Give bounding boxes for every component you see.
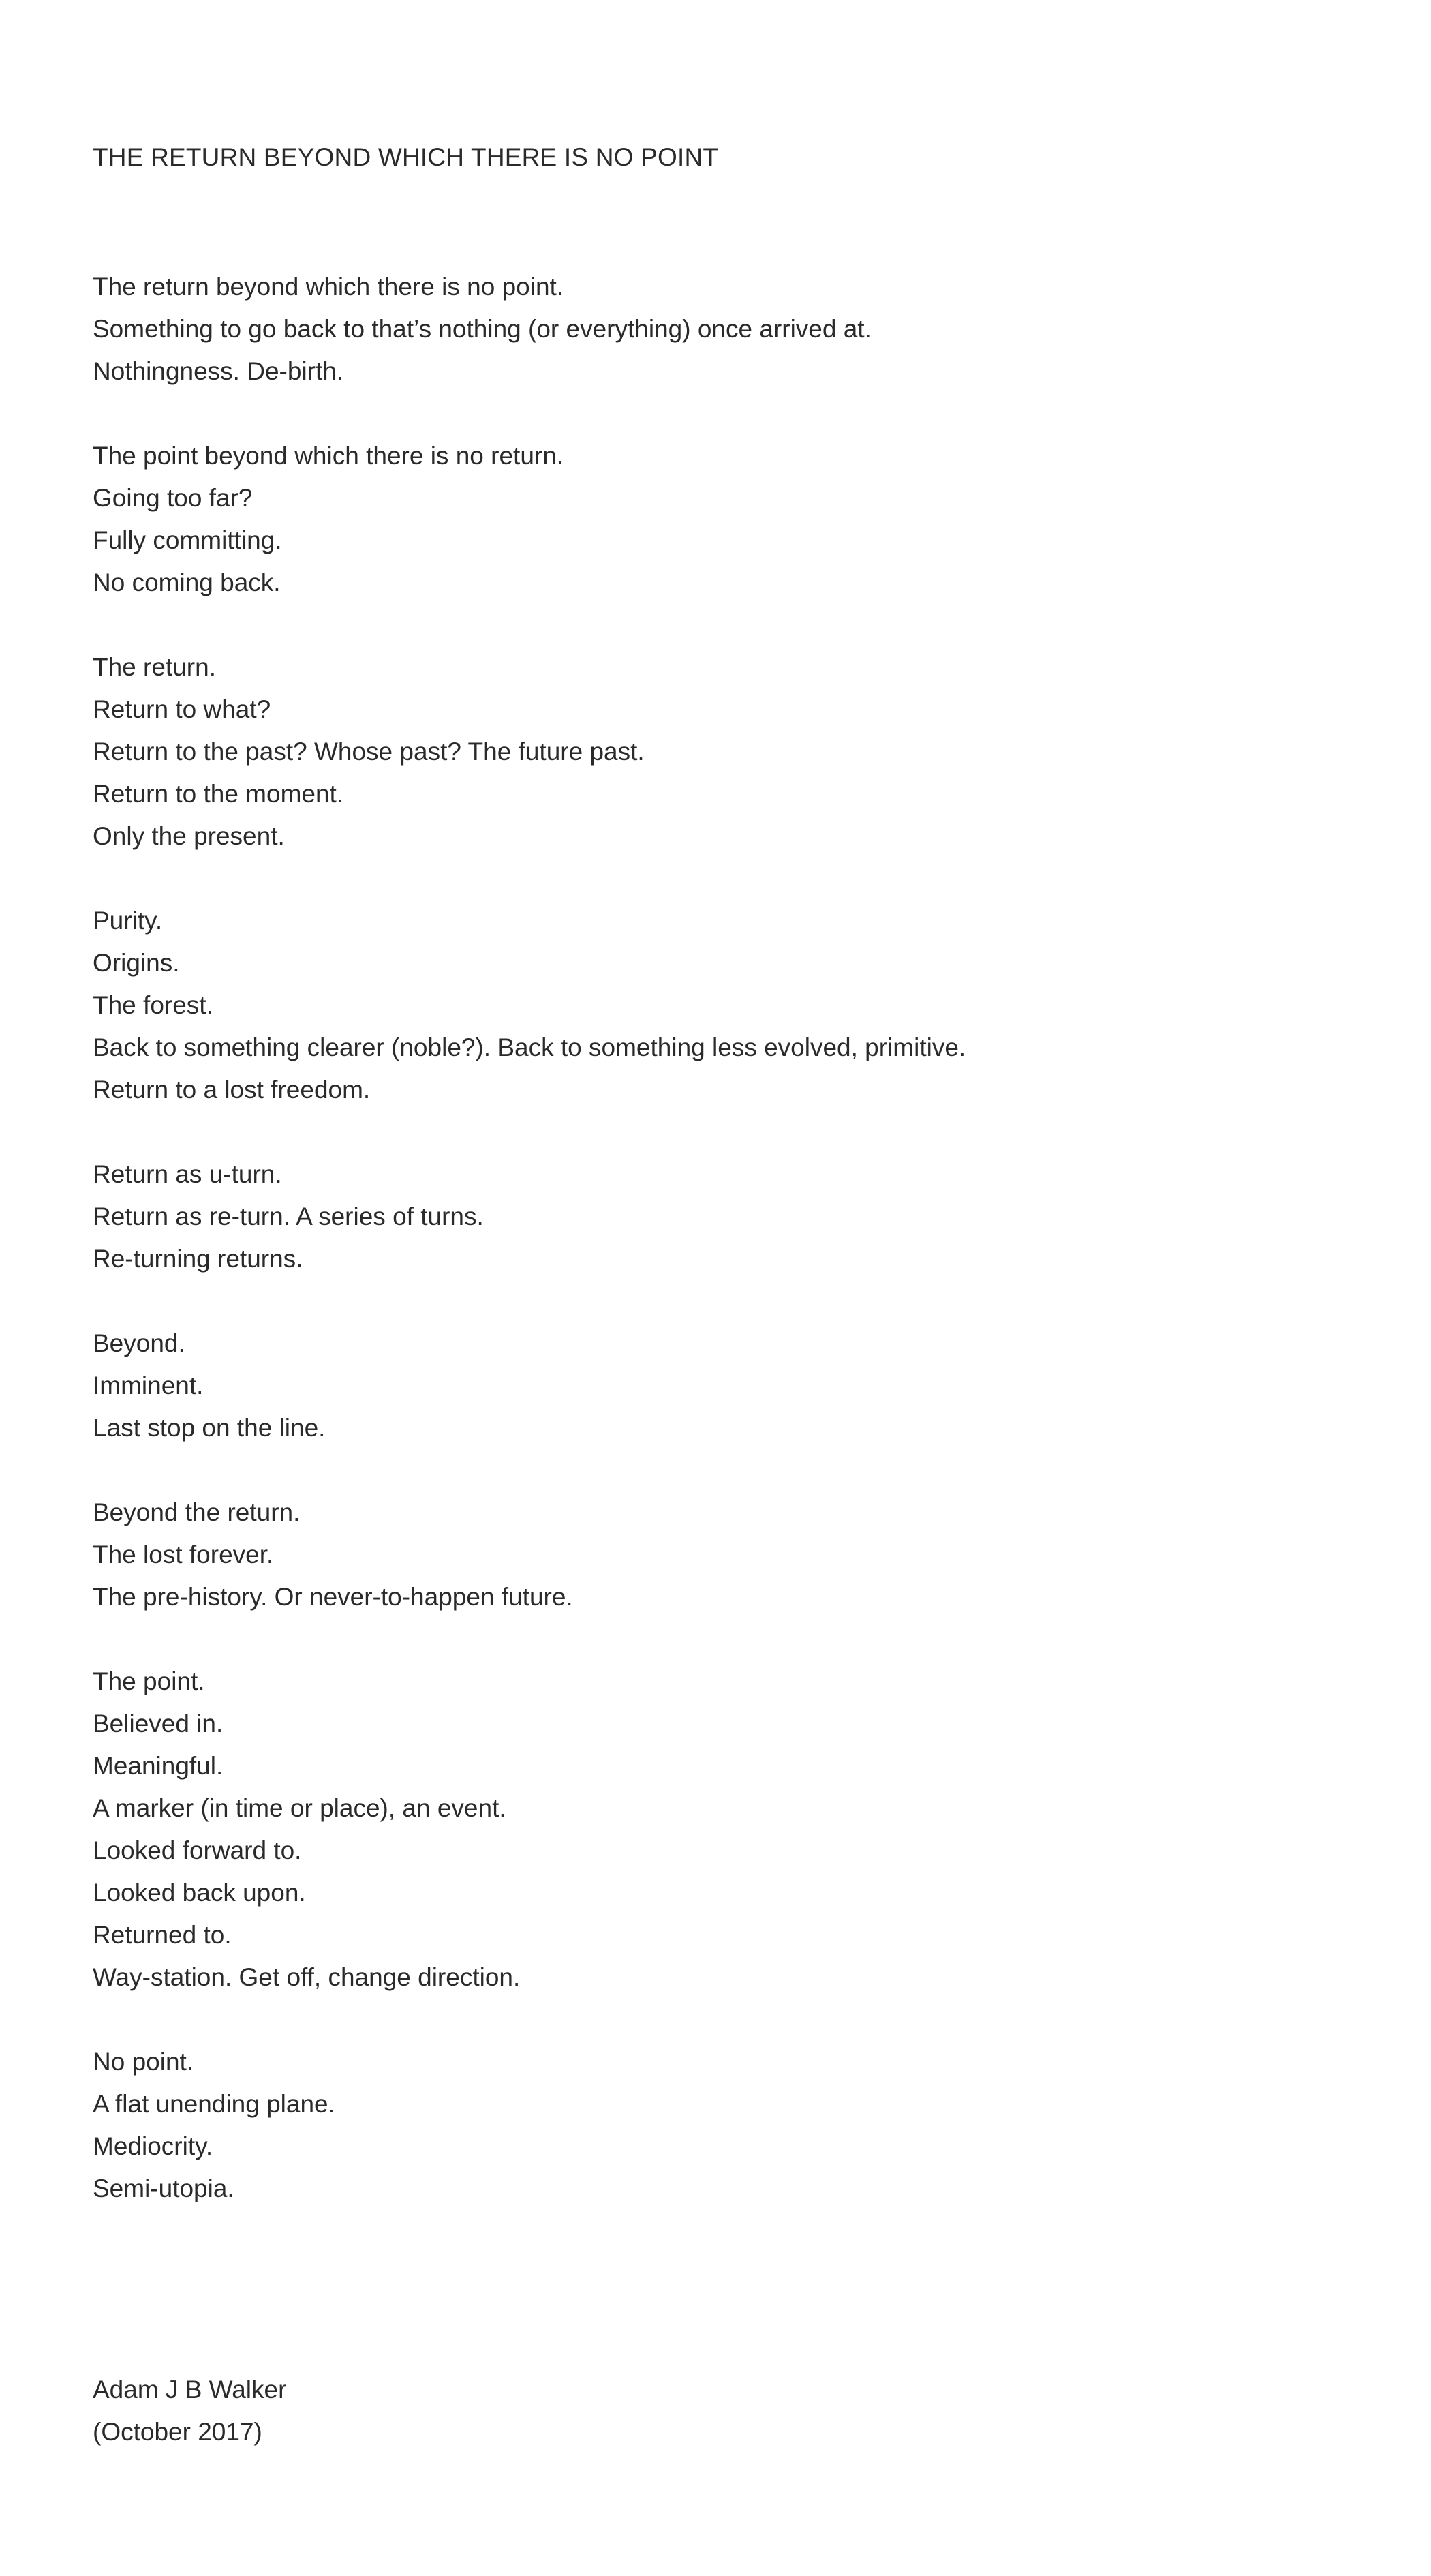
poem-line: Fully committing. bbox=[93, 526, 282, 554]
poem-line: The point. bbox=[93, 1667, 205, 1695]
stanza bbox=[93, 900, 966, 1111]
poem-line: Back to something clearer (noble?). Back to something less evolved, primitive. bbox=[93, 1033, 966, 1061]
poem-line: Imminent. bbox=[93, 1372, 204, 1399]
poem-line: The return beyond which there is no point. bbox=[93, 273, 564, 301]
poem-line: Last stop on the line. bbox=[93, 1414, 326, 1442]
poem-line: Beyond the return. bbox=[93, 1498, 301, 1526]
poem-line: The return. bbox=[93, 653, 216, 681]
poem-line: Return as re-turn. A series of turns. bbox=[93, 1202, 484, 1230]
poem-line: Mediocrity. bbox=[93, 2132, 213, 2160]
poem-line: The forest. bbox=[93, 991, 213, 1019]
stanza bbox=[93, 2041, 966, 2210]
poem-line: Beyond. bbox=[93, 1329, 185, 1357]
poem-line: A flat unending plane. bbox=[93, 2090, 335, 2118]
poem-line: Looked back upon. bbox=[93, 1879, 306, 1907]
poem-line: Return to the past? Whose past? The future past. bbox=[93, 738, 645, 766]
poem-line: The point beyond which there is no return. bbox=[93, 442, 564, 470]
poem-line: A marker (in time or place), an event. bbox=[93, 1794, 506, 1822]
poem-line: Return to the moment. bbox=[93, 780, 344, 808]
poem-line: Going too far? bbox=[93, 484, 253, 512]
poem-line: No coming back. bbox=[93, 569, 281, 596]
poem-line: The lost forever. bbox=[93, 1541, 274, 1569]
stanza bbox=[93, 1322, 966, 1449]
poem-line: Return as u-turn. bbox=[93, 1160, 282, 1188]
poem-line: Semi-utopia. bbox=[93, 2175, 234, 2202]
poem-line: The pre-history. Or never-to-happen future. bbox=[93, 1583, 573, 1611]
poem-line: Something to go back to that’s nothing (or everything) once arrived at. bbox=[93, 315, 872, 343]
poem-line: Nothingness. De-birth. bbox=[93, 357, 344, 385]
stanza bbox=[93, 1491, 966, 1618]
poem-line: Meaningful. bbox=[93, 1752, 224, 1780]
stanza bbox=[93, 646, 966, 858]
poem-line: No point. bbox=[93, 2048, 194, 2076]
poem-line: Re-turning returns. bbox=[93, 1245, 303, 1273]
poem-line: Only the present. bbox=[93, 822, 285, 850]
poem-date: (October 2017) bbox=[93, 2418, 262, 2446]
poem-line: Return to a lost freedom. bbox=[93, 1076, 371, 1104]
stanza bbox=[93, 1661, 966, 1999]
stanza bbox=[93, 266, 966, 393]
poem-line: Way-station. Get off, change direction. bbox=[93, 1963, 521, 1991]
signature bbox=[93, 2369, 286, 2453]
poem-line: Believed in. bbox=[93, 1710, 224, 1738]
poem-line: Return to what? bbox=[93, 695, 271, 723]
stanza bbox=[93, 1153, 966, 1280]
author-name: Adam J B Walker bbox=[93, 2376, 287, 2404]
poem-line: Origins. bbox=[93, 949, 180, 977]
poem-body bbox=[93, 266, 966, 2210]
poem-line: Looked forward to. bbox=[93, 1836, 302, 1864]
poem-line: Purity. bbox=[93, 907, 163, 935]
poem-title: THE RETURN BEYOND WHICH THERE IS NO POINT bbox=[93, 143, 719, 171]
stanza bbox=[93, 435, 966, 604]
poem-line: Returned to. bbox=[93, 1921, 232, 1949]
